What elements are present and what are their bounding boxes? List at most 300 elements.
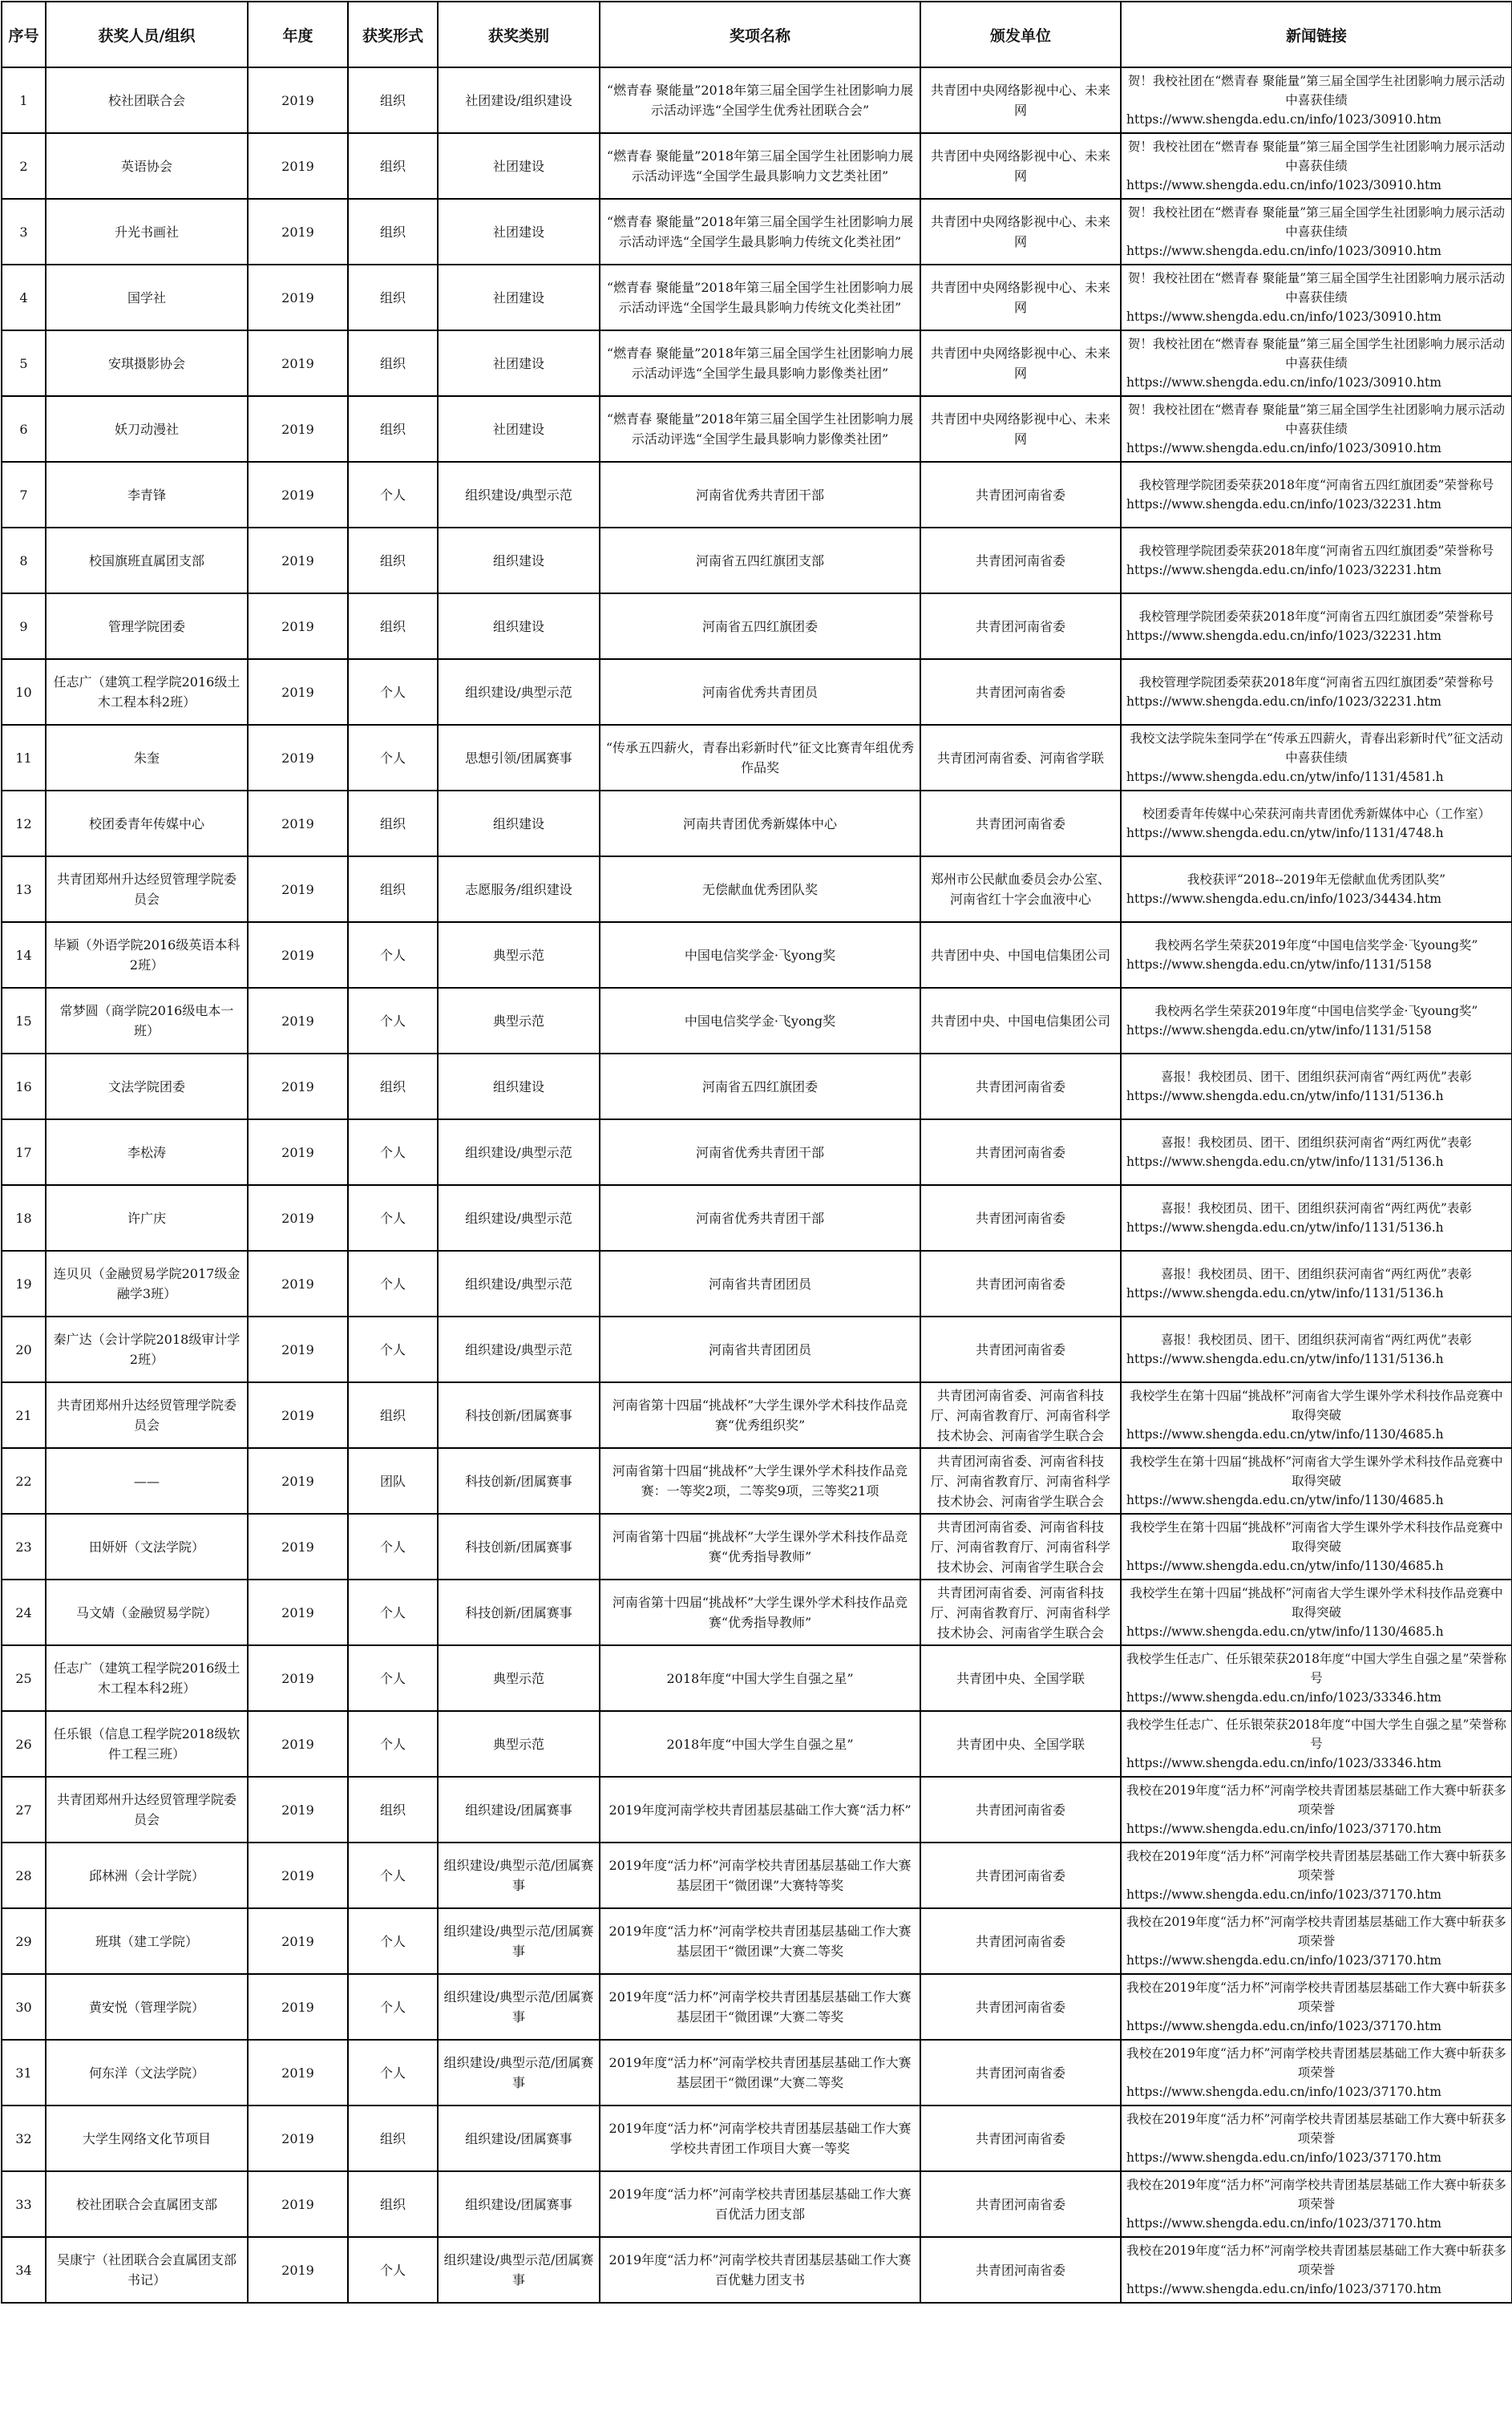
cell-form: 组织 bbox=[348, 1054, 438, 1119]
cell-form: 个人 bbox=[348, 1514, 438, 1580]
cell-year: 2019 bbox=[248, 1711, 348, 1777]
awards-spreadsheet bbox=[1, 1, 1511, 2413]
cell-winner: 共青团郑州升达经贸管理学院委员会 bbox=[46, 1777, 248, 1843]
cell-news bbox=[1121, 1119, 1512, 1185]
cell-no: 3 bbox=[2, 199, 46, 265]
cell-award: 河南共青团优秀新媒体中心 bbox=[600, 791, 920, 856]
cell-news bbox=[1121, 725, 1512, 791]
cell-award: 2019年度“活力杯”河南学校共青团基层基础工作大赛基层团干“微团课”大赛二等奖 bbox=[600, 1974, 920, 2040]
news-title: 我校学生任志广、任乐银荣获2018年度“中国大学生自强之星”荣誉称号 bbox=[1126, 1652, 1506, 1685]
cell-news bbox=[1121, 1974, 1512, 2040]
news-title: 贺！我校社团在“燃青春 聚能量”第三届全国学生社团影响力展示活动中喜获佳绩 bbox=[1127, 205, 1506, 239]
cell-year: 2019 bbox=[248, 462, 348, 528]
table-row bbox=[2, 1054, 1512, 1119]
news-link[interactable]: https://www.shengda.edu.cn/ytw/info/1130/4685.h bbox=[1126, 1624, 1444, 1639]
cell-award: “燃青春 聚能量”2018年第三届全国学生社团影响力展示活动评选“全国学生最具影响力传统文化类社团” bbox=[600, 199, 920, 265]
news-title: 我校在2019年度“活力杯”河南学校共青团基层基础工作大赛中斩获多项荣誉 bbox=[1126, 1980, 1506, 2014]
cell-news bbox=[1121, 1251, 1512, 1317]
cell-no: 31 bbox=[2, 2040, 46, 2106]
cell-year: 2019 bbox=[248, 2237, 348, 2303]
news-link[interactable]: https://www.shengda.edu.cn/info/1023/37170.htm bbox=[1126, 1822, 1441, 1836]
table-row bbox=[2, 1645, 1512, 1711]
cell-award: “燃青春 聚能量”2018年第三届全国学生社团影响力展示活动评选“全国学生最具影响力传统文化类社团” bbox=[600, 265, 920, 330]
cell-form: 组织 bbox=[348, 133, 438, 199]
cell-form: 个人 bbox=[348, 1317, 438, 1382]
cell-award: 河南省第十四届“挑战杯”大学生课外学术科技作品竞赛“优秀指导教师” bbox=[600, 1514, 920, 1580]
cell-no: 2 bbox=[2, 133, 46, 199]
cell-news bbox=[1121, 1514, 1512, 1580]
table-row bbox=[2, 2040, 1512, 2106]
news-link[interactable]: https://www.shengda.edu.cn/ytw/info/1130/4685.h bbox=[1126, 1559, 1444, 1573]
news-title: 喜报！我校团员、团干、团组织获河南省“两红两优”表彰 bbox=[1161, 1267, 1472, 1281]
table-row bbox=[2, 922, 1512, 988]
cell-issuer: 共青团中央、中国电信集团公司 bbox=[920, 988, 1121, 1054]
cell-news bbox=[1121, 1843, 1512, 1908]
cell-form: 个人 bbox=[348, 2040, 438, 2106]
cell-winner: 校国旗班直属团支部 bbox=[46, 528, 248, 593]
cell-issuer: 共青团中央网络影视中心、未来网 bbox=[920, 330, 1121, 396]
news-link[interactable]: https://www.shengda.edu.cn/ytw/info/1131/5136.h bbox=[1126, 1089, 1444, 1103]
cell-no: 24 bbox=[2, 1580, 46, 1645]
header-row bbox=[2, 2, 1512, 67]
cell-category: 科技创新/团属赛事 bbox=[438, 1382, 600, 1448]
cell-no: 30 bbox=[2, 1974, 46, 2040]
cell-no: 15 bbox=[2, 988, 46, 1054]
cell-winner: 毕颖（外语学院2016级英语本科2班） bbox=[46, 922, 248, 988]
cell-issuer: 共青团中央、全国学联 bbox=[920, 1645, 1121, 1711]
cell-winner: 马文婧（金融贸易学院） bbox=[46, 1580, 248, 1645]
news-link[interactable]: https://www.shengda.edu.cn/info/1023/37170.htm bbox=[1126, 2216, 1441, 2231]
news-title: 我校文法学院朱奎同学在“传承五四薪火，青春出彩新时代”征文活动中喜获佳绩 bbox=[1130, 731, 1503, 765]
table-row bbox=[2, 330, 1512, 396]
cell-award: 河南省五四红旗团委 bbox=[600, 593, 920, 659]
cell-award: 河南省优秀共青团干部 bbox=[600, 462, 920, 528]
table-row bbox=[2, 1185, 1512, 1251]
news-title: 贺！我校社团在“燃青春 聚能量”第三届全国学生社团影响力展示活动中喜获佳绩 bbox=[1127, 402, 1506, 436]
news-title: 我校管理学院团委荣获2018年度“河南省五四红旗团委”荣誉称号 bbox=[1138, 478, 1494, 492]
cell-no: 7 bbox=[2, 462, 46, 528]
cell-year: 2019 bbox=[248, 988, 348, 1054]
awards-table bbox=[1, 1, 1512, 2304]
cell-category: 思想引领/团属赛事 bbox=[438, 725, 600, 791]
cell-issuer: 郑州市公民献血委员会办公室、河南省红十字会血液中心 bbox=[920, 856, 1121, 922]
news-title: 贺！我校社团在“燃青春 聚能量”第三届全国学生社团影响力展示活动中喜获佳绩 bbox=[1127, 140, 1506, 173]
news-title: 我校在2019年度“活力杯”河南学校共青团基层基础工作大赛中斩获多项荣誉 bbox=[1126, 2243, 1506, 2277]
cell-category: 组织建设/典型示范/团属赛事 bbox=[438, 2237, 600, 2303]
header-no: 序号 bbox=[2, 2, 46, 67]
cell-award: 河南省优秀共青团干部 bbox=[600, 1119, 920, 1185]
news-link[interactable]: https://www.shengda.edu.cn/info/1023/30910.htm bbox=[1126, 375, 1441, 390]
table-body bbox=[2, 67, 1512, 2303]
news-link[interactable]: https://www.shengda.edu.cn/info/1023/32231.htm bbox=[1126, 694, 1441, 709]
cell-award: 河南省五四红旗团委 bbox=[600, 1054, 920, 1119]
cell-form: 组织 bbox=[348, 593, 438, 659]
cell-category: 社团建设 bbox=[438, 265, 600, 330]
cell-form: 组织 bbox=[348, 528, 438, 593]
cell-year: 2019 bbox=[248, 1448, 348, 1514]
table-row bbox=[2, 199, 1512, 265]
cell-winner: 妖刀动漫社 bbox=[46, 396, 248, 462]
cell-form: 团队 bbox=[348, 1448, 438, 1514]
cell-no: 13 bbox=[2, 856, 46, 922]
cell-year: 2019 bbox=[248, 1843, 348, 1908]
cell-issuer: 共青团河南省委 bbox=[920, 528, 1121, 593]
cell-no: 1 bbox=[2, 67, 46, 133]
cell-year: 2019 bbox=[248, 1382, 348, 1448]
news-title: 我校获评“2018--2019年无偿献血优秀团队奖” bbox=[1187, 872, 1446, 887]
cell-no: 4 bbox=[2, 265, 46, 330]
cell-no: 32 bbox=[2, 2106, 46, 2171]
cell-news bbox=[1121, 1382, 1512, 1448]
cell-issuer: 共青团河南省委 bbox=[920, 1777, 1121, 1843]
cell-form: 组织 bbox=[348, 856, 438, 922]
news-title: 喜报！我校团员、团干、团组织获河南省“两红两优”表彰 bbox=[1161, 1070, 1472, 1084]
cell-year: 2019 bbox=[248, 265, 348, 330]
news-link[interactable]: https://www.shengda.edu.cn/ytw/info/1131/4748.h bbox=[1126, 826, 1444, 840]
cell-year: 2019 bbox=[248, 1645, 348, 1711]
cell-year: 2019 bbox=[248, 528, 348, 593]
cell-news bbox=[1121, 791, 1512, 856]
table-row bbox=[2, 988, 1512, 1054]
cell-issuer: 共青团河南省委、河南省科技厅、河南省教育厅、河南省科学技术协会、河南省学生联合会 bbox=[920, 1448, 1121, 1514]
news-link[interactable]: https://www.shengda.edu.cn/info/1023/33346.htm bbox=[1126, 1690, 1441, 1705]
cell-issuer: 共青团河南省委 bbox=[920, 2237, 1121, 2303]
cell-award: 河南省五四红旗团支部 bbox=[600, 528, 920, 593]
cell-category: 社团建设 bbox=[438, 133, 600, 199]
cell-award: 中国电信奖学金·飞yong奖 bbox=[600, 988, 920, 1054]
cell-winner: 文法学院团委 bbox=[46, 1054, 248, 1119]
cell-news bbox=[1121, 1711, 1512, 1777]
cell-winner: 共青团郑州升达经贸管理学院委员会 bbox=[46, 856, 248, 922]
cell-year: 2019 bbox=[248, 330, 348, 396]
cell-issuer: 共青团河南省委 bbox=[920, 593, 1121, 659]
cell-form: 个人 bbox=[348, 2237, 438, 2303]
cell-issuer: 共青团河南省委 bbox=[920, 1908, 1121, 1974]
cell-winner: 秦广达（会计学院2018级审计学2班） bbox=[46, 1317, 248, 1382]
cell-category: 组织建设/团属赛事 bbox=[438, 1777, 600, 1843]
news-link[interactable]: https://www.shengda.edu.cn/ytw/info/1130/4685.h bbox=[1126, 1427, 1444, 1442]
cell-award: “燃青春 聚能量”2018年第三届全国学生社团影响力展示活动评选“全国学生最具影响力影像类社团” bbox=[600, 396, 920, 462]
table-row bbox=[2, 528, 1512, 593]
cell-winner: 升光书画社 bbox=[46, 199, 248, 265]
cell-issuer: 共青团中央网络影视中心、未来网 bbox=[920, 396, 1121, 462]
cell-issuer: 共青团河南省委 bbox=[920, 1119, 1121, 1185]
news-link[interactable]: https://www.shengda.edu.cn/info/1023/30910.htm bbox=[1126, 178, 1441, 192]
cell-news bbox=[1121, 1580, 1512, 1645]
news-title: 贺！我校社团在“燃青春 聚能量”第三届全国学生社团影响力展示活动中喜获佳绩 bbox=[1127, 271, 1506, 305]
news-link[interactable]: https://www.shengda.edu.cn/ytw/info/1131/5136.h bbox=[1126, 1286, 1444, 1301]
cell-award: 河南省优秀共青团员 bbox=[600, 659, 920, 725]
cell-winner: 班琪（建工学院） bbox=[46, 1908, 248, 1974]
cell-form: 组织 bbox=[348, 396, 438, 462]
news-title: 我校学生在第十四届“挑战杯”河南省大学生课外学术科技作品竞赛中取得突破 bbox=[1130, 1586, 1503, 1620]
cell-form: 组织 bbox=[348, 67, 438, 133]
cell-issuer: 共青团河南省委、河南省学联 bbox=[920, 725, 1121, 791]
cell-award: 无偿献血优秀团队奖 bbox=[600, 856, 920, 922]
cell-year: 2019 bbox=[248, 2040, 348, 2106]
table-row bbox=[2, 265, 1512, 330]
cell-award: 河南省优秀共青团干部 bbox=[600, 1185, 920, 1251]
cell-category: 组织建设 bbox=[438, 791, 600, 856]
table-row bbox=[2, 1251, 1512, 1317]
cell-no: 18 bbox=[2, 1185, 46, 1251]
cell-issuer: 共青团中央网络影视中心、未来网 bbox=[920, 67, 1121, 133]
news-title: 喜报！我校团员、团干、团组织获河南省“两红两优”表彰 bbox=[1161, 1201, 1472, 1216]
table-row bbox=[2, 1448, 1512, 1514]
cell-award: “燃青春 聚能量”2018年第三届全国学生社团影响力展示活动评选“全国学生最具影响力影像类社团” bbox=[600, 330, 920, 396]
header-category: 获奖类别 bbox=[438, 2, 600, 67]
news-link[interactable]: https://www.shengda.edu.cn/info/1023/34434.htm bbox=[1126, 892, 1441, 906]
news-link[interactable]: https://www.shengda.edu.cn/ytw/info/1131/5136.h bbox=[1126, 1155, 1444, 1169]
cell-news bbox=[1121, 396, 1512, 462]
cell-no: 17 bbox=[2, 1119, 46, 1185]
news-link[interactable]: https://www.shengda.edu.cn/ytw/info/1130/4685.h bbox=[1126, 1493, 1444, 1507]
cell-form: 组织 bbox=[348, 1382, 438, 1448]
cell-category: 志愿服务/组织建设 bbox=[438, 856, 600, 922]
cell-category: 典型示范 bbox=[438, 1711, 600, 1777]
cell-no: 23 bbox=[2, 1514, 46, 1580]
cell-no: 28 bbox=[2, 1843, 46, 1908]
news-title: 我校管理学院团委荣获2018年度“河南省五四红旗团委”荣誉称号 bbox=[1138, 544, 1494, 558]
cell-news bbox=[1121, 528, 1512, 593]
news-link[interactable]: https://www.shengda.edu.cn/info/1023/37170.htm bbox=[1126, 1953, 1441, 1968]
cell-news bbox=[1121, 2237, 1512, 2303]
cell-year: 2019 bbox=[248, 1777, 348, 1843]
cell-form: 个人 bbox=[348, 1580, 438, 1645]
cell-category: 科技创新/团属赛事 bbox=[438, 1448, 600, 1514]
cell-form: 组织 bbox=[348, 2106, 438, 2171]
cell-issuer: 共青团河南省委 bbox=[920, 462, 1121, 528]
cell-issuer: 共青团中央网络影视中心、未来网 bbox=[920, 199, 1121, 265]
cell-award: 2019年度河南学校共青团基层基础工作大赛“活力杯” bbox=[600, 1777, 920, 1843]
cell-category: 典型示范 bbox=[438, 1645, 600, 1711]
cell-no: 6 bbox=[2, 396, 46, 462]
news-title: 我校学生在第十四届“挑战杯”河南省大学生课外学术科技作品竞赛中取得突破 bbox=[1130, 1454, 1503, 1488]
cell-winner: 李松涛 bbox=[46, 1119, 248, 1185]
cell-news bbox=[1121, 1645, 1512, 1711]
table-row bbox=[2, 1382, 1512, 1448]
cell-category: 组织建设/典型示范/团属赛事 bbox=[438, 2040, 600, 2106]
table-row bbox=[2, 1974, 1512, 2040]
cell-year: 2019 bbox=[248, 1185, 348, 1251]
cell-news bbox=[1121, 330, 1512, 396]
cell-award: “燃青春 聚能量”2018年第三届全国学生社团影响力展示活动评选“全国学生优秀社团联合会” bbox=[600, 67, 920, 133]
cell-issuer: 共青团河南省委 bbox=[920, 1054, 1121, 1119]
cell-news bbox=[1121, 265, 1512, 330]
cell-winner: 常梦圆（商学院2016级电本一班） bbox=[46, 988, 248, 1054]
cell-news bbox=[1121, 133, 1512, 199]
cell-news bbox=[1121, 1317, 1512, 1382]
cell-category: 组织建设/典型示范 bbox=[438, 1185, 600, 1251]
news-link[interactable]: https://www.shengda.edu.cn/info/1023/37170.htm bbox=[1126, 1887, 1441, 1902]
cell-winner: 邱林洲（会计学院） bbox=[46, 1843, 248, 1908]
table-row bbox=[2, 791, 1512, 856]
cell-no: 25 bbox=[2, 1645, 46, 1711]
cell-issuer: 共青团河南省委、河南省科技厅、河南省教育厅、河南省科学技术协会、河南省学生联合会 bbox=[920, 1514, 1121, 1580]
cell-news bbox=[1121, 988, 1512, 1054]
table-row bbox=[2, 1317, 1512, 1382]
news-title: 我校两名学生荣获2019年度“中国电信奖学金·飞young奖” bbox=[1154, 1004, 1478, 1018]
cell-award: 2019年度“活力杯”河南学校共青团基层基础工作大赛学校共青团工作项目大赛一等奖 bbox=[600, 2106, 920, 2171]
cell-award: 河南省第十四届“挑战杯”大学生课外学术科技作品竞赛：一等奖2项，二等奖9项，三等奖21项 bbox=[600, 1448, 920, 1514]
cell-category: 组织建设/典型示范 bbox=[438, 659, 600, 725]
cell-year: 2019 bbox=[248, 133, 348, 199]
news-link[interactable]: https://www.shengda.edu.cn/ytw/info/1131/4581.h bbox=[1126, 770, 1444, 784]
cell-category: 社团建设/组织建设 bbox=[438, 67, 600, 133]
cell-winner: 田妍妍（文法学院） bbox=[46, 1514, 248, 1580]
news-link[interactable]: https://www.shengda.edu.cn/info/1023/32231.htm bbox=[1126, 497, 1441, 512]
cell-no: 5 bbox=[2, 330, 46, 396]
news-link[interactable]: https://www.shengda.edu.cn/info/1023/30910.htm bbox=[1126, 441, 1441, 455]
cell-news bbox=[1121, 2040, 1512, 2106]
news-title: 我校在2019年度“活力杯”河南学校共青团基层基础工作大赛中斩获多项荣誉 bbox=[1126, 1915, 1506, 1948]
cell-no: 14 bbox=[2, 922, 46, 988]
table-row bbox=[2, 396, 1512, 462]
cell-category: 组织建设/典型示范 bbox=[438, 1317, 600, 1382]
cell-issuer: 共青团河南省委 bbox=[920, 791, 1121, 856]
table-row bbox=[2, 1514, 1512, 1580]
cell-year: 2019 bbox=[248, 1974, 348, 2040]
cell-form: 个人 bbox=[348, 988, 438, 1054]
cell-issuer: 共青团中央网络影视中心、未来网 bbox=[920, 265, 1121, 330]
cell-year: 2019 bbox=[248, 856, 348, 922]
news-title: 喜报！我校团员、团干、团组织获河南省“两红两优”表彰 bbox=[1161, 1135, 1472, 1150]
news-title: 我校管理学院团委荣获2018年度“河南省五四红旗团委”荣誉称号 bbox=[1138, 609, 1494, 624]
table-row bbox=[2, 133, 1512, 199]
news-title: 我校学生任志广、任乐银荣获2018年度“中国大学生自强之星”荣誉称号 bbox=[1126, 1717, 1506, 1751]
news-link[interactable]: https://www.shengda.edu.cn/info/1023/30910.htm bbox=[1126, 244, 1441, 258]
cell-award: 2019年度“活力杯”河南学校共青团基层基础工作大赛基层团干“微团课”大赛二等奖 bbox=[600, 1908, 920, 1974]
cell-award: 2019年度“活力杯”河南学校共青团基层基础工作大赛百优魅力团支书 bbox=[600, 2237, 920, 2303]
table-row bbox=[2, 659, 1512, 725]
table-row bbox=[2, 856, 1512, 922]
cell-form: 组织 bbox=[348, 1777, 438, 1843]
cell-category: 社团建设 bbox=[438, 396, 600, 462]
cell-issuer: 共青团中央、中国电信集团公司 bbox=[920, 922, 1121, 988]
cell-winner: 任志广（建筑工程学院2016级土木工程本科2班） bbox=[46, 1645, 248, 1711]
cell-form: 个人 bbox=[348, 659, 438, 725]
table-row bbox=[2, 1908, 1512, 1974]
news-title: 我校两名学生荣获2019年度“中国电信奖学金·飞young奖” bbox=[1154, 938, 1478, 953]
cell-no: 29 bbox=[2, 1908, 46, 1974]
cell-issuer: 共青团河南省委 bbox=[920, 2040, 1121, 2106]
news-link[interactable]: https://www.shengda.edu.cn/info/1023/37170.htm bbox=[1126, 2019, 1441, 2033]
cell-award: 河南省第十四届“挑战杯”大学生课外学术科技作品竞赛“优秀组织奖” bbox=[600, 1382, 920, 1448]
table-row bbox=[2, 67, 1512, 133]
header-winner: 获奖人员/组织 bbox=[46, 2, 248, 67]
cell-year: 2019 bbox=[248, 1251, 348, 1317]
cell-news bbox=[1121, 199, 1512, 265]
cell-category: 组织建设/典型示范/团属赛事 bbox=[438, 1908, 600, 1974]
cell-issuer: 共青团河南省委 bbox=[920, 2171, 1121, 2237]
news-title: 我校在2019年度“活力杯”河南学校共青团基层基础工作大赛中斩获多项荣誉 bbox=[1126, 2178, 1506, 2211]
cell-news bbox=[1121, 856, 1512, 922]
news-title: 我校在2019年度“活力杯”河南学校共青团基层基础工作大赛中斩获多项荣誉 bbox=[1126, 2046, 1506, 2080]
news-title: 贺！我校社团在“燃青春 聚能量”第三届全国学生社团影响力展示活动中喜获佳绩 bbox=[1127, 337, 1506, 370]
cell-winner: 校社团联合会 bbox=[46, 67, 248, 133]
cell-no: 20 bbox=[2, 1317, 46, 1382]
cell-news bbox=[1121, 462, 1512, 528]
cell-form: 个人 bbox=[348, 725, 438, 791]
cell-winner: 大学生网络文化节项目 bbox=[46, 2106, 248, 2171]
cell-form: 个人 bbox=[348, 1251, 438, 1317]
cell-form: 组织 bbox=[348, 199, 438, 265]
news-link[interactable]: https://www.shengda.edu.cn/info/1023/37170.htm bbox=[1126, 2085, 1441, 2099]
cell-year: 2019 bbox=[248, 1908, 348, 1974]
news-link[interactable]: https://www.shengda.edu.cn/info/1023/30910.htm bbox=[1126, 112, 1441, 127]
cell-issuer: 共青团中央网络影视中心、未来网 bbox=[920, 133, 1121, 199]
cell-year: 2019 bbox=[248, 593, 348, 659]
cell-award: 2019年度“活力杯”河南学校共青团基层基础工作大赛基层团干“微团课”大赛二等奖 bbox=[600, 2040, 920, 2106]
table-row bbox=[2, 1119, 1512, 1185]
news-link[interactable]: https://www.shengda.edu.cn/ytw/info/1131/5158 bbox=[1126, 957, 1432, 972]
cell-category: 组织建设/典型示范 bbox=[438, 1251, 600, 1317]
cell-no: 9 bbox=[2, 593, 46, 659]
cell-no: 34 bbox=[2, 2237, 46, 2303]
cell-year: 2019 bbox=[248, 67, 348, 133]
cell-award: 河南省共青团团员 bbox=[600, 1317, 920, 1382]
cell-no: 10 bbox=[2, 659, 46, 725]
cell-winner: 吴康宁（社团联合会直属团支部书记） bbox=[46, 2237, 248, 2303]
news-link[interactable]: https://www.shengda.edu.cn/info/1023/32231.htm bbox=[1126, 629, 1441, 643]
news-link[interactable]: https://www.shengda.edu.cn/info/1023/37170.htm bbox=[1126, 2282, 1441, 2296]
cell-no: 21 bbox=[2, 1382, 46, 1448]
cell-news bbox=[1121, 659, 1512, 725]
news-title: 我校在2019年度“活力杯”河南学校共青团基层基础工作大赛中斩获多项荣誉 bbox=[1126, 1783, 1506, 1817]
cell-award: 河南省第十四届“挑战杯”大学生课外学术科技作品竞赛“优秀指导教师” bbox=[600, 1580, 920, 1645]
cell-winner: 何东洋（文法学院） bbox=[46, 2040, 248, 2106]
news-title: 贺！我校社团在“燃青春 聚能量”第三届全国学生社团影响力展示活动中喜获佳绩 bbox=[1127, 74, 1506, 107]
cell-category: 组织建设 bbox=[438, 1054, 600, 1119]
news-link[interactable]: https://www.shengda.edu.cn/ytw/info/1131/5158 bbox=[1126, 1023, 1432, 1038]
news-link[interactable]: https://www.shengda.edu.cn/info/1023/30910.htm bbox=[1126, 309, 1441, 324]
cell-form: 组织 bbox=[348, 265, 438, 330]
cell-no: 16 bbox=[2, 1054, 46, 1119]
cell-winner: 任志广（建筑工程学院2016级土木工程本科2班） bbox=[46, 659, 248, 725]
header-news: 新闻链接 bbox=[1121, 2, 1512, 67]
cell-year: 2019 bbox=[248, 2106, 348, 2171]
cell-news bbox=[1121, 593, 1512, 659]
cell-year: 2019 bbox=[248, 1514, 348, 1580]
cell-news bbox=[1121, 1777, 1512, 1843]
cell-issuer: 共青团河南省委 bbox=[920, 1317, 1121, 1382]
cell-winner: 任乐银（信息工程学院2018级软件工程三班） bbox=[46, 1711, 248, 1777]
cell-year: 2019 bbox=[248, 725, 348, 791]
cell-issuer: 共青团河南省委、河南省科技厅、河南省教育厅、河南省科学技术协会、河南省学生联合会 bbox=[920, 1580, 1121, 1645]
cell-no: 11 bbox=[2, 725, 46, 791]
cell-award: 2018年度“中国大学生自强之星” bbox=[600, 1645, 920, 1711]
cell-category: 典型示范 bbox=[438, 922, 600, 988]
table-row bbox=[2, 1777, 1512, 1843]
cell-category: 组织建设 bbox=[438, 528, 600, 593]
news-link[interactable]: https://www.shengda.edu.cn/ytw/info/1131/5136.h bbox=[1126, 1220, 1444, 1235]
cell-award: “传承五四薪火，青春出彩新时代”征文比赛青年组优秀作品奖 bbox=[600, 725, 920, 791]
news-link[interactable]: https://www.shengda.edu.cn/ytw/info/1131/5136.h bbox=[1126, 1352, 1444, 1366]
news-link[interactable]: https://www.shengda.edu.cn/info/1023/32231.htm bbox=[1126, 563, 1441, 577]
cell-category: 组织建设/典型示范 bbox=[438, 1119, 600, 1185]
cell-form: 个人 bbox=[348, 1645, 438, 1711]
table-row bbox=[2, 1843, 1512, 1908]
cell-year: 2019 bbox=[248, 1054, 348, 1119]
cell-award: 河南省共青团团员 bbox=[600, 1251, 920, 1317]
news-link[interactable]: https://www.shengda.edu.cn/info/1023/33346.htm bbox=[1126, 1756, 1441, 1770]
cell-news bbox=[1121, 2106, 1512, 2171]
table-row bbox=[2, 462, 1512, 528]
cell-form: 个人 bbox=[348, 1119, 438, 1185]
cell-winner: 连贝贝（金融贸易学院2017级金融学3班） bbox=[46, 1251, 248, 1317]
table-row bbox=[2, 1580, 1512, 1645]
news-link[interactable]: https://www.shengda.edu.cn/info/1023/37170.htm bbox=[1126, 2150, 1441, 2165]
